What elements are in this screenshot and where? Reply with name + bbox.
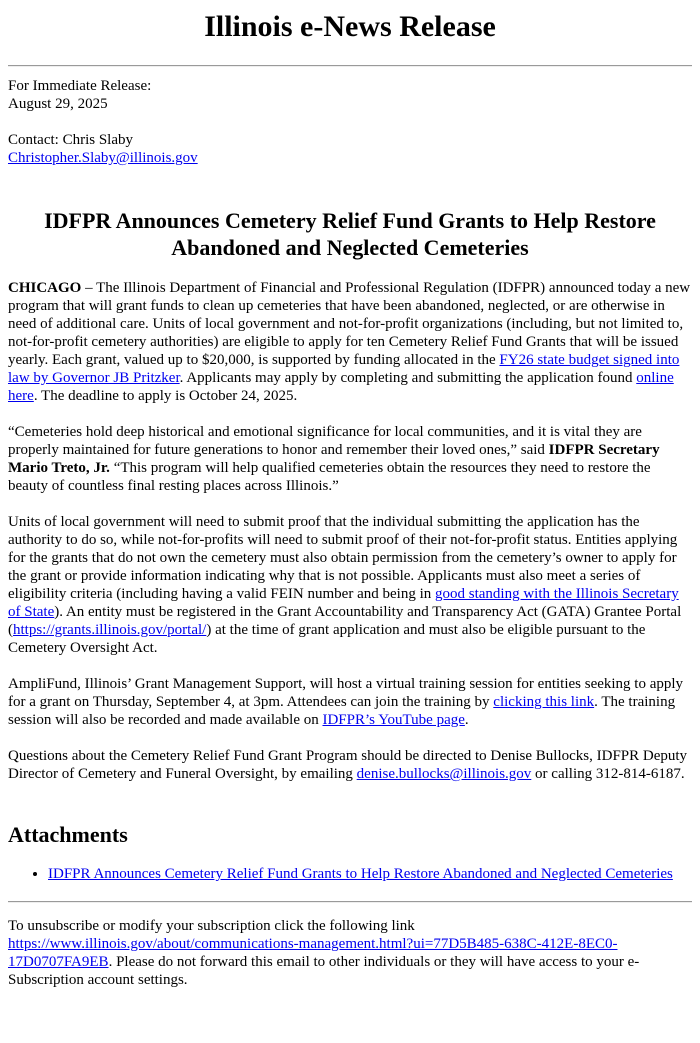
- attachments-list: [8, 865, 692, 883]
- release-meta: [8, 77, 692, 167]
- speaker-name: IDFPR Secretary Mario Treto, Jr.: [8, 442, 660, 476]
- denise-email-link[interactable]: denise.bullocks@illinois.gov: [356, 766, 532, 782]
- footer: To unsubscribe or modify your subscription click the following link https://www.illinois.gov/about/communications-management.html?ui=77D5B485-638C-412E-8EC0-17D0707FA9EB. Please do not forward this email to other individuals or they will have access to your e-Subscription account settings.: [8, 917, 692, 989]
- list-item: [48, 865, 692, 883]
- release-date: August 29, 2025: [8, 96, 108, 112]
- paragraph-questions: Questions about the Cemetery Relief Fund Grant Program should be directed to Denise Bullocks, IDFPR Deputy Director of Cemetery and Funeral Oversight, by emailing denise.bullocks@illinois.gov or calling 312-814-6187.: [8, 748, 688, 782]
- subscription-management-link[interactable]: https://www.illinois.gov/about/communications-management.html?ui=77D5B485-638C-412E-8EC0-17D0707FA9EB: [8, 936, 618, 970]
- youtube-link[interactable]: IDFPR’s YouTube page: [322, 712, 465, 728]
- unsubscribe-text: To unsubscribe or modify your subscription click the following link: [8, 918, 415, 934]
- paragraph-training: AmpliFund, Illinois’ Grant Management Support, will host a virtual training session for entities seeking to apply for a grant on Thursday, September 4, at 3pm. Attendees can join the training by clicking this link. The training session will also be recorded and made available on IDFPR’s YouTube page.: [8, 676, 684, 728]
- gata-portal-link[interactable]: https://grants.illinois.gov/portal/: [13, 622, 207, 638]
- contact-name: Contact: Chris Slaby: [8, 132, 133, 148]
- header-divider: [8, 65, 692, 67]
- masthead-title: Illinois e-News Release: [204, 10, 496, 43]
- paragraph-requirements: Units of local government will need to submit proof that the individual submitting the application has the authority to do so, while not-for-profits will need to submit proof of their not-for-profit status. Entities applying for the grants that do not own the cemetery must also obtain permission from the cemetery’s owner to apply for the grant or provide information indicating why that is not possible. Applicants must also meet a series of eligibility criteria (including having a valid FEIN number and being in good standing with the Illinois Secretary of State). An entity must be registered in the Grant Accountability and Transparency Act (GATA) Grantee Portal (https://grants.illinois.gov/portal/) at the time of grant application and must also be eligible pursuant to the Cemetery Oversight Act.: [8, 514, 682, 656]
- application-online-link[interactable]: online here: [8, 370, 674, 404]
- paragraph-quote: “Cemeteries hold deep historical and emotional significance for local communities, and it is vital they are properly maintained for future generations to honor and remember their loved ones,” said IDFPR Secretary Mario Treto, Jr. “This program will help qualified cemeteries obtain the resources they need to restore the beauty of countless final resting places across Illinois.”: [8, 424, 660, 494]
- training-link[interactable]: clicking this link: [493, 694, 595, 710]
- release-label: For Immediate Release:: [8, 78, 152, 94]
- footer-divider: [8, 901, 692, 903]
- attachments-heading: Attachments: [8, 822, 128, 847]
- paragraph-intro: CHICAGO – The Illinois Department of Financial and Professional Regulation (IDFPR) announced today a new program that will grant funds to clean up cemeteries that have been abandoned, neglected, or are otherwise in need of additional care. Units of local government and not-for-profit organizations (including, but not limited to, not-for-profit cemetery authorities) are eligible to apply for ten Cemetery Relief Fund Grants that will be issued yearly. Each grant, valued up to $20,000, is supported by funding allocated in the FY26 state budget signed into law by Governor JB Pritzker. Applicants may apply by completing and submitting the application found online here. The deadline to apply is October 24, 2025.: [8, 280, 691, 404]
- budget-link[interactable]: FY26 state budget signed into law by Governor JB Pritzker: [8, 352, 680, 386]
- good-standing-link[interactable]: good standing with the Illinois Secretary of State: [8, 586, 679, 620]
- press-release-headline: IDFPR Announces Cemetery Relief Fund Grants to Help Restore Abandoned and Neglected Cemeteries: [44, 208, 656, 260]
- attachment-link[interactable]: IDFPR Announces Cemetery Relief Fund Grants to Help Restore Abandoned and Neglected Cemeteries: [48, 866, 673, 882]
- contact-email-link[interactable]: Christopher.Slaby@illinois.gov: [8, 150, 198, 166]
- dateline: CHICAGO: [8, 280, 82, 296]
